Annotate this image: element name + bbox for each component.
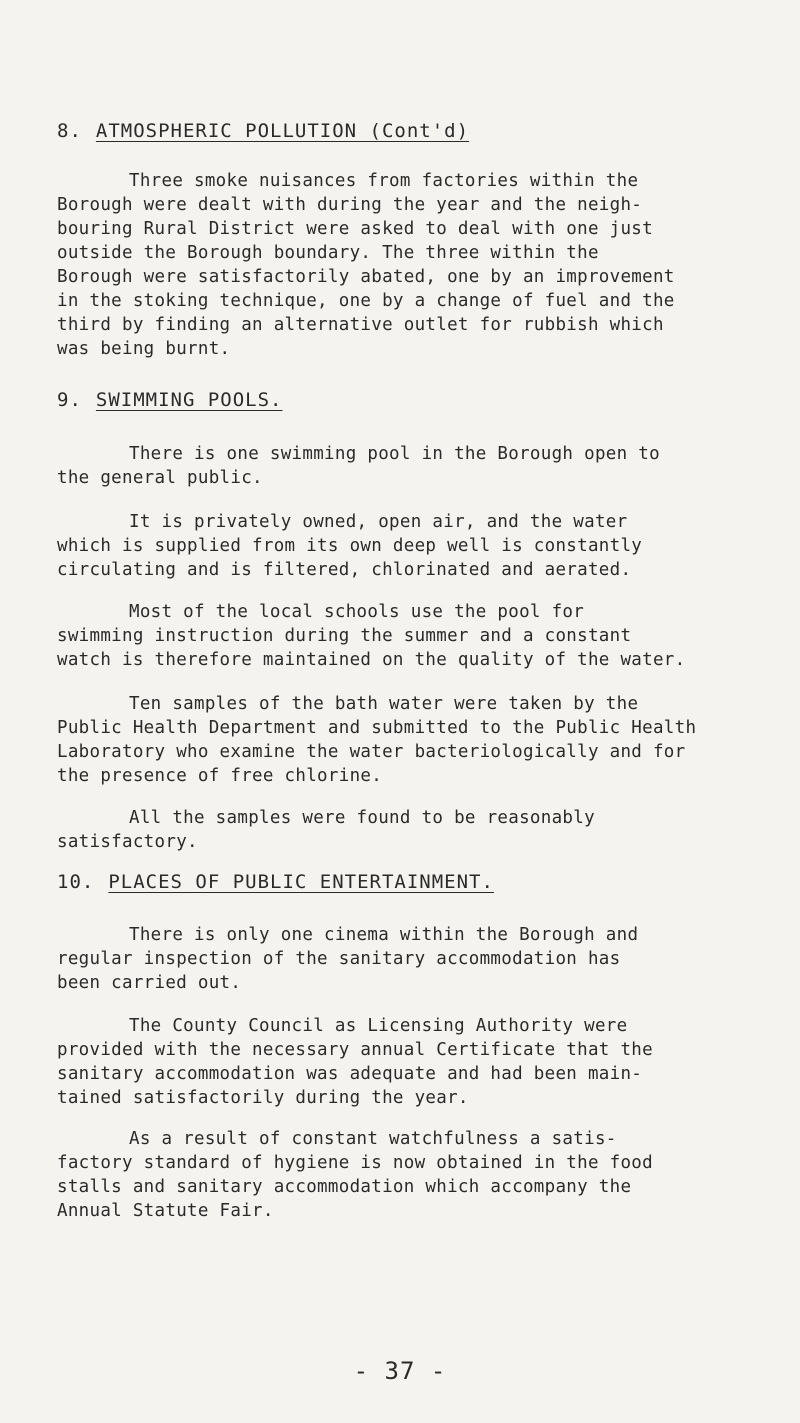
section-10-title: PLACES OF PUBLIC ENTERTAINMENT. [108, 871, 494, 893]
text-line: been carried out. [57, 973, 242, 993]
text-line: regular inspection of the sanitary accommodation has [57, 949, 621, 969]
text-line: tained satisfactorily during the year. [57, 1088, 469, 1108]
section-10-paragraph-1 [57, 923, 747, 995]
text-line: third by finding an alternative outlet for rubbish which [57, 315, 664, 335]
text-line: Annual Statute Fair. [57, 1201, 274, 1221]
text-line: in the stoking technique, one by a change of fuel and the [57, 291, 675, 311]
text-line: satisfactory. [57, 832, 198, 852]
text-line: sanitary accommodation was adequate and had been main- [57, 1064, 643, 1084]
section-8-paragraph-1 [57, 169, 747, 361]
text-line: Three smoke nuisances from factories within the [129, 171, 639, 191]
text-line: There is only one cinema within the Borough and [129, 925, 639, 945]
text-line: watch is therefore maintained on the quality of the water. [57, 650, 686, 670]
text-line: was being burnt. [57, 339, 231, 359]
text-line: factory standard of hygiene is now obtained in the food [57, 1153, 653, 1173]
section-10-paragraph-2 [57, 1014, 747, 1110]
section-9-paragraph-2 [57, 510, 747, 582]
text-line: There is one swimming pool in the Borough open to [129, 444, 660, 464]
text-line: circulating and is filtered, chlorinated and aerated. [57, 560, 632, 580]
page-number: - 37 - [353, 1357, 447, 1385]
text-line: It is privately owned, open air, and the water [129, 512, 628, 532]
section-8-number: 8. [57, 120, 82, 142]
section-10-number: 10. [57, 871, 95, 893]
text-line: Borough were satisfactorily abated, one by an improvement [57, 267, 675, 287]
text-line: All the samples were found to be reasonably [129, 808, 595, 828]
text-line: Borough were dealt with during the year and the neigh- [57, 195, 643, 215]
section-9-paragraph-5 [57, 806, 747, 854]
text-line: bouring Rural District were asked to deal with one just [57, 219, 653, 239]
section-9-title: SWIMMING POOLS. [95, 389, 283, 411]
section-9-paragraph-3 [57, 600, 747, 672]
text-line: provided with the necessary annual Certificate that the [57, 1040, 653, 1060]
section-8-title: ATMOSPHERIC POLLUTION (Cont'd) [95, 120, 470, 142]
text-line: outside the Borough boundary. The three within the [57, 243, 599, 263]
text-line: stalls and sanitary accommodation which accompany the [57, 1177, 632, 1197]
section-10-paragraph-3 [57, 1127, 747, 1223]
text-line: which is supplied from its own deep well is constantly [57, 536, 643, 556]
section-9-paragraph-4 [57, 692, 747, 788]
text-line: Public Health Department and submitted to the Public Health [57, 718, 697, 738]
text-line: the general public. [57, 468, 263, 488]
text-line: As a result of constant watchfulness a satis- [129, 1129, 617, 1149]
text-line: Laboratory who examine the water bacteriologically and for [57, 742, 686, 762]
section-8-heading [57, 120, 469, 142]
text-line: the presence of free chlorine. [57, 766, 383, 786]
text-line: Ten samples of the bath water were taken by the [129, 694, 639, 714]
text-line: swimming instruction during the summer and a constant [57, 626, 632, 646]
text-line: The County Council as Licensing Authority were [129, 1016, 628, 1036]
text-line: Most of the local schools use the pool for [129, 602, 585, 622]
section-9-number: 9. [57, 389, 82, 411]
section-10-heading [57, 871, 494, 893]
section-9-heading [57, 389, 282, 411]
section-9-paragraph-1 [57, 442, 747, 490]
